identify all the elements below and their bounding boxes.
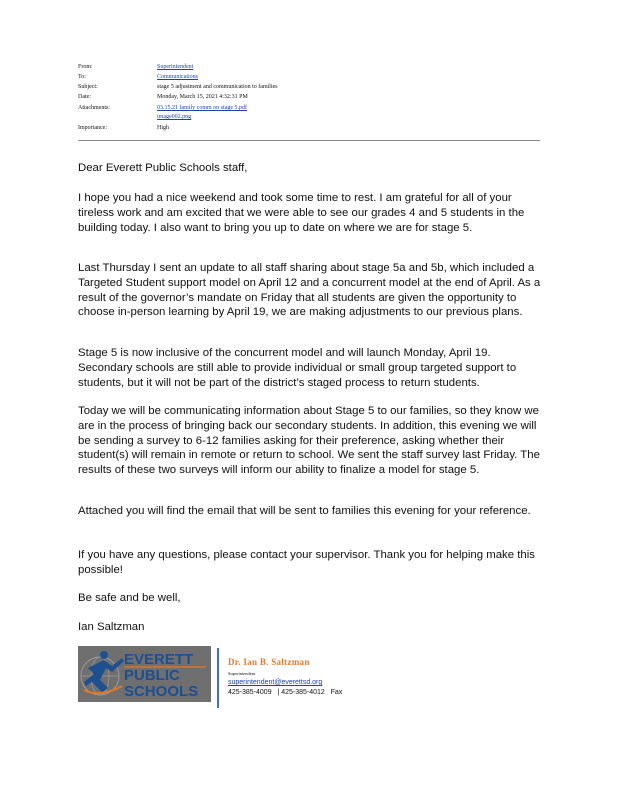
paragraph-6: If you have any questions, please contact your supervisor. Thank you for helping make this possible!	[78, 549, 535, 576]
logo-text-public: PUBLIC	[124, 667, 180, 684]
attachment-pdf-link[interactable]: 03.15.21 family comm on stage 5.pdf	[157, 105, 247, 111]
greeting: Dear Everett Public Schools staff,	[78, 162, 248, 175]
paragraph-5: Attached you will find the email that will be sent to families this evening for your reference.	[78, 505, 531, 518]
to-label: To:	[78, 74, 86, 80]
date-value: Monday, March 15, 2021 4:32:31 PM	[157, 94, 248, 100]
from-label: From:	[78, 64, 93, 70]
attachments-label: Attachments:	[78, 105, 110, 111]
importance-label: Importance:	[78, 125, 107, 131]
paragraph-2: Last Thursday I sent an update to all staff sharing about stage 5a and 5b, which included a Targeted Student support model on April 12 and a concurrent model at the end of April. As a result of the governor’s mandate on Friday that all students are given the opportunity to choose in-person learning by April 19, we are making adjustments to our previous plans.	[78, 262, 541, 319]
closing: Be safe and be well,	[78, 592, 181, 605]
logo-text-everett: EVERETT	[124, 651, 194, 668]
date-label: Date:	[78, 94, 91, 100]
paragraph-3: Stage 5 is now inclusive of the concurrent model and will launch Monday, April 19. Secondary schools are still able to provide individual or small group targeted support to students, but it will not be part of the district’s staged process to return students.	[78, 347, 517, 389]
paragraph-4: Today we will be communicating information about Stage 5 to our families, so they know we are in the process of bringing back our secondary students. In addition, this evening we will be sending a survey to 6-12 families asking for their preference, asking whether their student(s) will remain in remote or return to school. We sent the staff survey last Friday. The results of these two surveys will inform our ability to finalize a model for stage 5.	[78, 405, 540, 476]
paragraph-1: I hope you had a nice weekend and took some time to rest. I am grateful for all of your tireless work and am excited that we were able to see our grades 4 and 5 students in the building today. I also want to bring you up to date on where we are for stage 5.	[78, 192, 525, 234]
email-signature	[78, 646, 548, 708]
signature-divider	[217, 648, 219, 708]
importance-value: High	[157, 125, 169, 131]
sender-name: Ian Saltzman	[78, 621, 145, 634]
to-value[interactable]: Communications	[157, 74, 198, 80]
subject-label: Subject:	[78, 84, 98, 90]
subject-value: stage 5 adjustment and communication to families	[157, 84, 278, 90]
from-value[interactable]: Superintendent	[157, 64, 194, 70]
logo-text-schools: SCHOOLS	[124, 683, 199, 700]
everett-public-schools-logo	[78, 646, 211, 702]
attachment-image-link[interactable]: image002.png	[157, 114, 192, 120]
signature-title: Superintendent	[228, 671, 256, 676]
signature-phones: 425-385-4009 | 425-385-4012 Fax	[228, 689, 343, 696]
signature-email-link[interactable]: superintendent@everettsd.org	[228, 679, 323, 686]
header-divider	[78, 140, 540, 141]
signature-name: Dr. Ian B. Saltzman	[228, 657, 310, 667]
